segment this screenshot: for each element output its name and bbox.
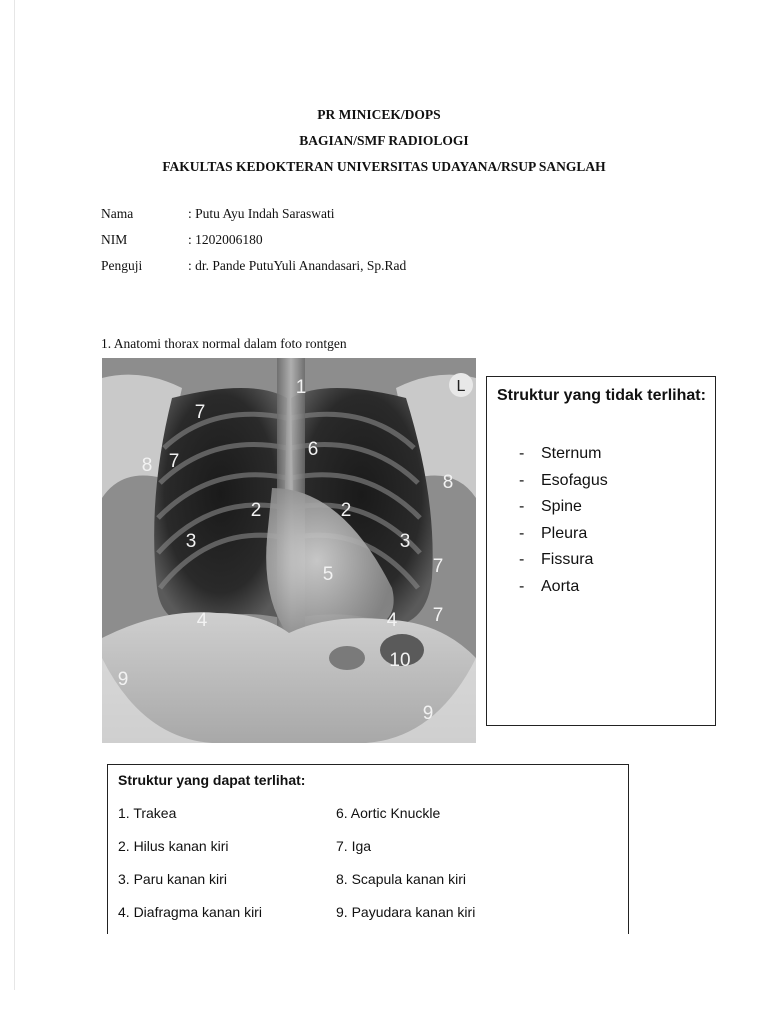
list-item <box>487 445 608 472</box>
dash-bullet: - <box>519 577 525 595</box>
info-row-nama <box>101 206 406 232</box>
list-item-label: Sternum <box>541 445 602 462</box>
dash-bullet: - <box>519 498 525 515</box>
xray-label-5: 5 <box>322 564 334 585</box>
header-faculty: FAKULTAS KEDOKTERAN UNIVERSITAS UDAYANA/RSUP SANGLAH <box>162 159 606 174</box>
list-item-label: Fissura <box>541 551 594 568</box>
info-value: : Putu Ayu Indah Saraswati <box>188 206 335 221</box>
xray-label-1: 1 <box>295 377 307 398</box>
xray-label-9: 9 <box>422 703 434 724</box>
info-row-nim <box>101 232 406 258</box>
list-item: 8. Scapula kanan kiri <box>336 871 466 887</box>
list-item: 6. Aortic Knuckle <box>336 805 441 821</box>
list-item <box>487 472 608 499</box>
xray-label-8: 8 <box>141 455 153 476</box>
header-title: PR MINICEK/DOPS <box>317 107 441 122</box>
list-item <box>487 498 608 525</box>
xray-label-8: 8 <box>442 472 454 493</box>
xray-label-7: 7 <box>432 556 444 577</box>
question-heading: 1. Anatomi thorax normal dalam foto rontgen <box>101 336 347 351</box>
list-item-label: Aorta <box>541 577 580 595</box>
document-header <box>0 102 768 180</box>
list-item <box>487 525 608 552</box>
info-value: : dr. Pande PutuYuli Anandasari, Sp.Rad <box>188 258 407 273</box>
list-item-label: Spine <box>541 498 582 515</box>
visible-structures-box <box>107 764 629 934</box>
list-item: 9. Payudara kanan kiri <box>336 904 476 920</box>
list-item: 7. Iga <box>336 838 372 854</box>
list-item <box>487 551 608 578</box>
xray-label-10: 10 <box>389 650 411 671</box>
chest-xray-image <box>102 358 476 743</box>
list-item-label: Esofagus <box>541 471 608 489</box>
xray-label-2: 2 <box>340 500 352 521</box>
xray-label-9: 9 <box>117 669 129 690</box>
list-item: 1. Trakea <box>118 805 177 821</box>
xray-label-7: 7 <box>194 402 206 423</box>
header-department: BAGIAN/SMF RADIOLOGI <box>299 133 469 148</box>
xray-label-4: 4 <box>196 610 208 631</box>
dash-bullet: - <box>519 471 525 489</box>
xray-label-7: 7 <box>168 451 180 472</box>
list-item: 2. Hilus kanan kiri <box>118 838 229 854</box>
xray-label-2: 2 <box>250 500 262 521</box>
dash-bullet: - <box>519 445 525 462</box>
visible-title: Struktur yang dapat terlihat: <box>118 772 306 788</box>
xray-label-4: 4 <box>386 610 398 631</box>
not-visible-title: Struktur yang tidak terlihat: <box>497 387 706 404</box>
visible-list-right <box>336 805 475 934</box>
not-visible-structures-box <box>486 376 716 726</box>
list-item: 4. Diafragma kanan kiri <box>118 904 262 920</box>
info-label: NIM <box>101 232 128 247</box>
xray-label-7: 7 <box>432 605 444 626</box>
list-item <box>487 578 608 605</box>
xray-label-3: 3 <box>185 531 197 552</box>
list-item-label: Pleura <box>541 524 588 542</box>
xray-label-3: 3 <box>399 531 411 552</box>
not-visible-list <box>487 445 608 604</box>
xray-label-6: 6 <box>307 439 319 460</box>
dash-bullet: - <box>519 524 525 542</box>
info-label: Nama <box>101 206 134 221</box>
side-marker-label: L <box>456 378 466 395</box>
info-label: Penguji <box>101 258 143 273</box>
dash-bullet: - <box>519 551 525 568</box>
info-row-penguji <box>101 258 406 284</box>
list-item: 3. Paru kanan kiri <box>118 871 227 887</box>
student-info <box>101 206 406 284</box>
info-value: : 1202006180 <box>188 232 263 247</box>
visible-list-left <box>118 805 262 934</box>
